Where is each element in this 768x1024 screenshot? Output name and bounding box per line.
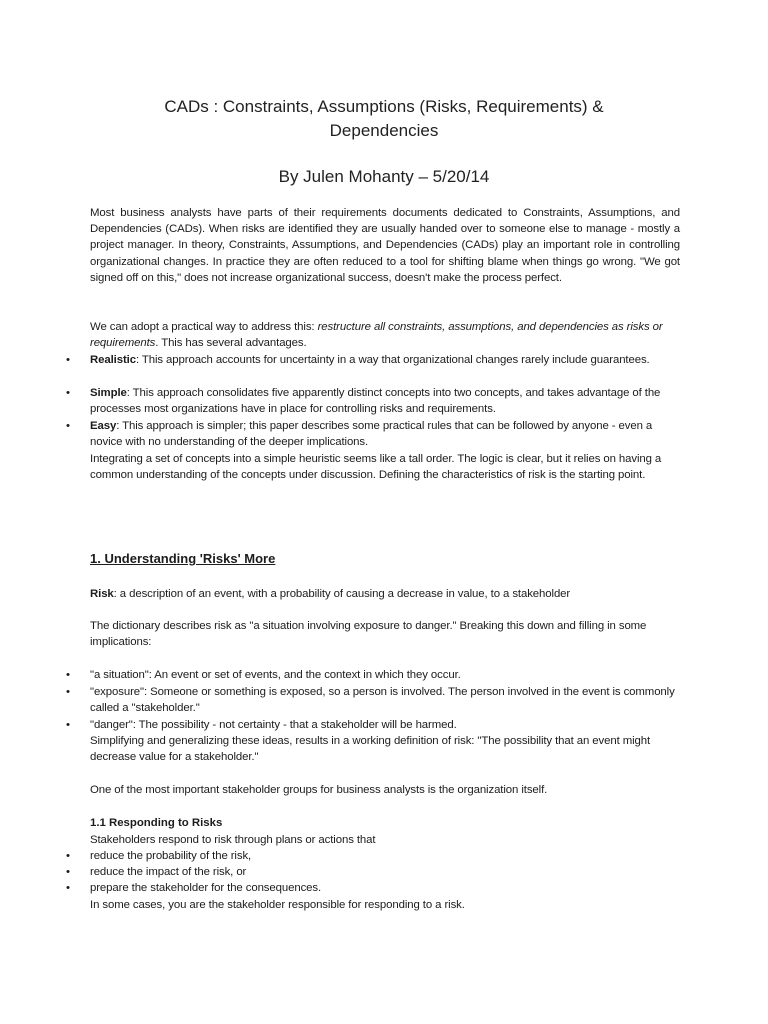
response-bullet-prepare: prepare the stakeholder for the consequences. [90,882,322,894]
advantage-item-easy [90,418,680,450]
bullet-glyph: • [66,719,70,731]
risk-bullet-situation: "a situation": An event or set of events, and the context in which they occur. [90,669,461,681]
advantage-item-realistic [90,352,680,368]
intro-paragraph: Most business analysts have parts of their requirements documents dedicated to Constraints, Assumptions, and Dependencies (CADs). When risks are identified they are usually handed over to someone else to manage - mostly a project manager. In theory, Constraints, Assumptions, and Dependencies (CADs) play an important role in controlling organizational changes. In practice they are often reduced to a tool for shifting blame when things go wrong. "We got signed off on this," does not increase organizational success, doesn't make the process perfect. [90,207,680,284]
simplifying-paragraph: Simplifying and generalizing these ideas, results in a working definition of risk: "The possibility that an event might decrease value for a stakeholder." [90,735,651,764]
document-title-line-2: Dependencies [329,121,439,140]
risk-bullet-danger: "danger": The possibility - not certainty - that a stakeholder will be harmed. [90,719,457,731]
advantage-text: : This approach consolidates five apparently distinct concepts into two concepts, and takes advantage of the processes most organizations have in place for controlling risks and requirements. [90,387,661,416]
advantage-item-simple [90,385,680,417]
bullet-glyph: • [66,420,70,432]
risk-definition [90,586,680,602]
stakeholder-groups-paragraph: One of the most important stakeholder groups for business analysts is the organization itself. [90,784,548,796]
section-1-1-heading: 1.1 Responding to Risks [90,817,223,829]
responding-lead: Stakeholders respond to risk through plans or actions that [90,834,376,846]
response-bullet-probability: reduce the probability of the risk, [90,850,252,862]
bullet-glyph: • [66,882,70,894]
advantage-term: Easy [90,420,117,432]
bullet-glyph: • [66,387,70,399]
advantage-text: : This approach is simpler; this paper describes some practical rules that can be followed by anyone - even a novice with no understanding of the deeper implications. [90,420,653,449]
author-byline: By Julen Mohanty – 5/20/14 [278,167,490,186]
bullet-glyph: • [66,669,70,681]
integrating-paragraph: Integrating a set of concepts into a simple heuristic seems like a tall order. The logic is clear, but it relies on having a common understanding of the concepts under discussion. Defining the characteristics of risk is the starting point. [90,453,662,482]
practical-emphasis: restructure all constraints, assumptions, and dependencies as risks or requirements [90,321,663,350]
dictionary-paragraph: The dictionary describes risk as "a situation involving exposure to danger." Breaking this down and filling in some implications: [90,620,647,649]
responding-closing: In some cases, you are the stakeholder responsible for responding to a risk. [90,899,465,911]
advantage-term: Realistic [90,354,136,366]
section-1-heading: 1. Understanding 'Risks' More [90,551,276,566]
bullet-glyph: • [66,686,70,698]
risk-bullet-exposure: "exposure": Someone or something is exposed, so a person is involved. The person involved in the event is commonly called a "stakeholder." [90,686,675,715]
advantage-term: Simple [90,387,127,399]
response-bullet-impact: reduce the impact of the risk, or [90,866,247,878]
risk-definition-text: : a description of an event, with a probability of causing a decrease in value, to a stakeholder [113,588,571,600]
advantage-text: : This approach accounts for uncertainty in a way that organizational changes rarely include guarantees. [135,354,650,366]
risk-term: Risk [90,588,114,600]
practical-lead: We can adopt a practical way to address this: [90,321,318,333]
practical-approach-paragraph [90,319,680,351]
bullet-glyph: • [66,866,70,878]
bullet-glyph: • [66,354,70,366]
bullet-glyph: • [66,850,70,862]
document-title-line-1: CADs : Constraints, Assumptions (Risks, Requirements) & [164,97,604,116]
practical-tail: . This has several advantages. [155,337,307,350]
